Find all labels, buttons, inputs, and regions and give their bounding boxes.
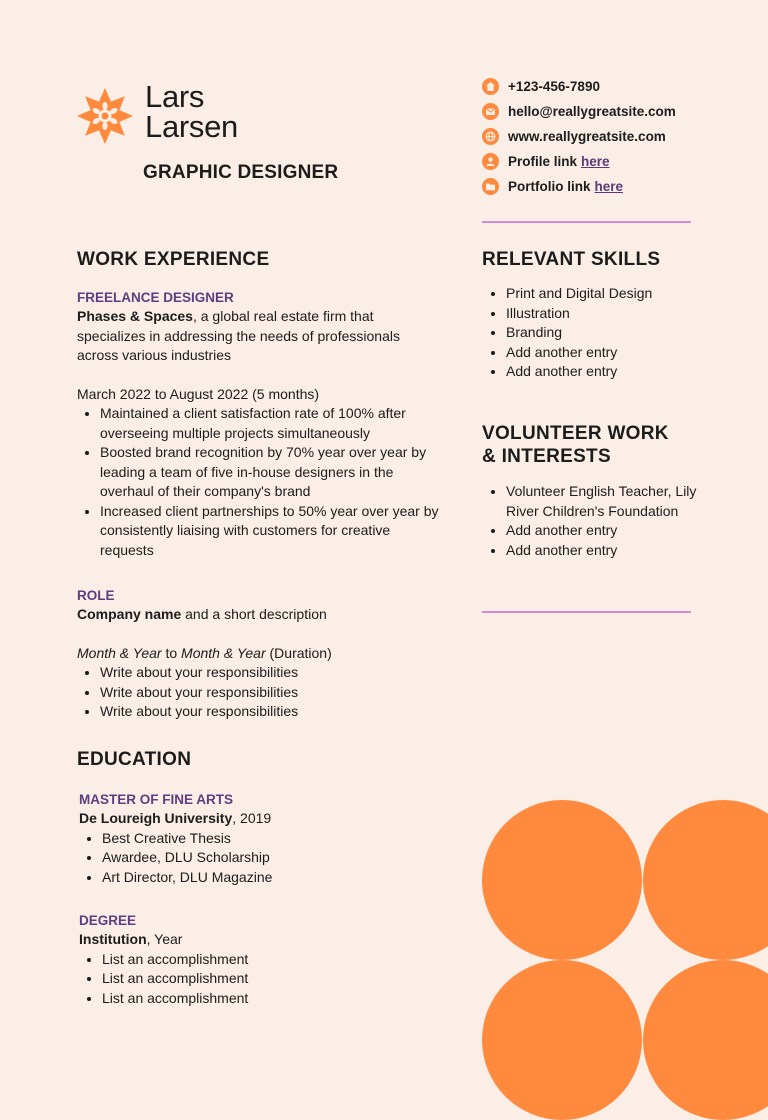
list-item: • Add another entry: [506, 541, 706, 561]
divider: [482, 611, 691, 613]
list-item: • Write about your responsibilities: [100, 663, 445, 683]
email-text: hello@reallygreatsite.com: [508, 104, 676, 119]
list-item: • Add another entry: [506, 343, 726, 363]
company-name: Company name: [77, 606, 182, 622]
contact-phone: [482, 74, 712, 99]
job-bullets: [77, 663, 445, 722]
school-line: [79, 930, 439, 950]
work-experience-heading: WORK EXPERIENCE: [77, 249, 270, 270]
contact-list: [482, 74, 712, 199]
job-bullets: [77, 404, 445, 560]
job-entry: [77, 290, 445, 560]
list-item: • Add another entry: [506, 362, 726, 382]
job-dates: [77, 644, 445, 664]
profile-link[interactable]: here: [581, 154, 610, 169]
list-item: • Awardee, DLU Scholarship: [102, 848, 439, 868]
decorative-circle: [482, 960, 642, 1120]
list-item: • Volunteer English Teacher, Lily River Children's Foundation: [506, 482, 706, 521]
company-name: Phases & Spaces: [77, 308, 193, 324]
education-entry: [79, 913, 439, 1008]
education-bullets: [79, 829, 439, 888]
volunteer-list: [483, 482, 706, 560]
candidate-name: [145, 79, 238, 144]
job-description: [77, 307, 445, 366]
job-role: FREELANCE DESIGNER: [77, 290, 234, 305]
list-item: • List an accomplishment: [102, 969, 439, 989]
list-item: • Illustration: [506, 304, 726, 324]
phone-text: +123-456-7890: [508, 79, 600, 94]
skills-list: [483, 284, 726, 382]
list-item: • List an accomplishment: [102, 989, 439, 1009]
home-icon: [482, 78, 499, 95]
list-item: • Print and Digital Design: [506, 284, 726, 304]
contact-profile: [482, 149, 712, 174]
school-year: , 2019: [232, 810, 272, 826]
job-entry: [77, 588, 445, 722]
profile-label: Profile link: [508, 154, 578, 169]
date-end: Month & Year: [181, 644, 266, 661]
envelope-icon: [482, 103, 499, 120]
decorative-circle: [482, 800, 642, 960]
divider: [482, 221, 691, 223]
job-dates: March 2022 to August 2022 (5 months): [77, 385, 320, 402]
logo-icon: [77, 88, 133, 144]
folder-icon: [482, 178, 499, 195]
globe-icon: [482, 128, 499, 145]
school-name: De Loureigh University: [79, 810, 233, 826]
list-item: • Write about your responsibilities: [100, 702, 445, 722]
contact-email: [482, 99, 712, 124]
list-item: • Maintained a client satisfaction rate of 100% after overseeing multiple projects simultaneously: [100, 404, 445, 443]
education-entry: [79, 792, 439, 887]
school-year: , Year: [146, 931, 183, 947]
list-item: • Add another entry: [506, 521, 706, 541]
date-start: Month & Year: [77, 644, 162, 661]
list-item: • Art Director, DLU Magazine: [102, 868, 439, 888]
date-to: to: [161, 644, 182, 661]
list-item: • Branding: [506, 323, 726, 343]
person-icon: [482, 153, 499, 170]
date-duration: (Duration): [265, 644, 332, 661]
decorative-circle: [643, 800, 768, 960]
website-text: www.reallygreatsite.com: [508, 129, 666, 144]
volunteer-heading-line: VOLUNTEER WORK: [482, 423, 669, 444]
company-description: , a global real estate firm that specializes in addressing the needs of professionals across various industries: [77, 308, 400, 363]
volunteer-heading-line: & INTERESTS: [482, 446, 611, 467]
school-line: [79, 809, 439, 829]
degree-title: DEGREE: [79, 913, 137, 928]
job-role: ROLE: [77, 588, 115, 603]
company-description: and a short description: [181, 606, 327, 622]
list-item: • Boosted brand recognition by 70% year over year by leading a team of five in-house designers in the overhaul of their company's brand: [100, 443, 445, 502]
last-name: Larsen: [145, 109, 238, 144]
list-item: • List an accomplishment: [102, 950, 439, 970]
list-item: • Write about your responsibilities: [100, 683, 445, 703]
portfolio-link[interactable]: here: [594, 179, 624, 194]
contact-website: [482, 124, 712, 149]
first-name: Lars: [145, 79, 205, 114]
education-bullets: [79, 950, 439, 1009]
skills-heading: RELEVANT SKILLS: [482, 249, 661, 270]
portfolio-label: Portfolio link: [508, 179, 591, 194]
decorative-circle: [643, 960, 768, 1120]
degree-title: MASTER OF FINE ARTS: [79, 792, 233, 807]
job-description: [77, 605, 445, 625]
school-name: Institution: [79, 931, 147, 947]
job-title: GRAPHIC DESIGNER: [143, 162, 339, 183]
volunteer-heading: [482, 422, 669, 468]
education-heading: EDUCATION: [77, 749, 192, 770]
list-item: • Best Creative Thesis: [102, 829, 439, 849]
list-item: • Increased client partnerships to 50% year over year by consistently liaising with customers for creative requests: [100, 502, 445, 561]
contact-portfolio: [482, 174, 712, 199]
